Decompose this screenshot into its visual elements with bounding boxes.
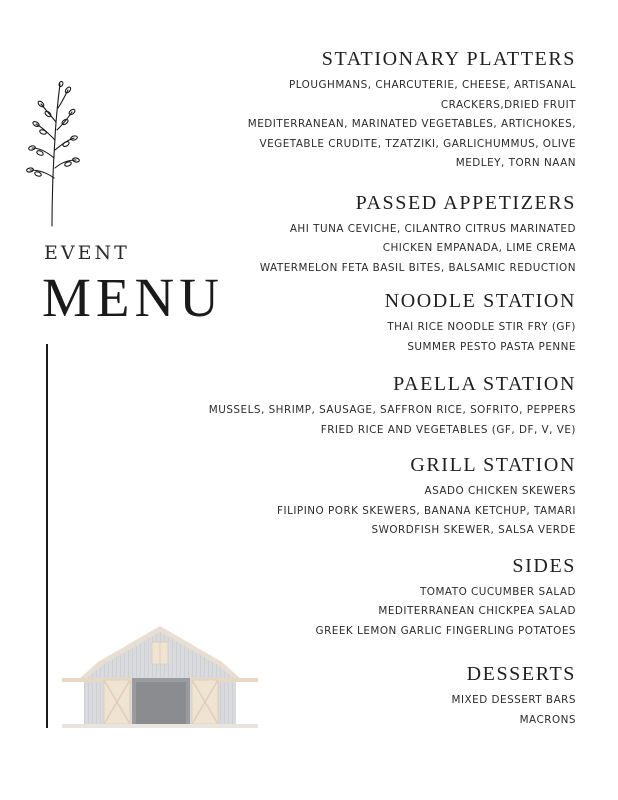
menu-item: VEGETABLE CRUDITE, TZATZIKI, GARLICHUMMUS, OLIVE xyxy=(259,137,576,150)
section-desserts xyxy=(196,661,576,730)
section-passed-appetizers xyxy=(196,190,576,279)
menu-item: MEDLEY, TORN NAAN xyxy=(455,157,576,169)
menu-item: CHICKEN EMPANADA, LIME CREMA xyxy=(382,242,576,254)
section-grill-station xyxy=(196,452,576,541)
section-noodle-station xyxy=(196,288,576,357)
section-items xyxy=(196,76,576,174)
section-stationary-platters xyxy=(196,46,576,174)
menu-item: GREEK LEMON GARLIC FINGERLING POTATOES xyxy=(315,624,576,637)
menu-item: SUMMER PESTO PASTA PENNE xyxy=(407,340,576,353)
menu-item: TOMATO CUCUMBER SALAD xyxy=(419,585,576,598)
vertical-divider xyxy=(46,344,48,728)
section-title: PAELLA STATION xyxy=(393,373,576,395)
menu-item: FILIPINO PORK SKEWERS, BANANA KETCHUP, TAMARI xyxy=(277,504,576,517)
section-items xyxy=(196,691,576,730)
section-items xyxy=(196,583,576,642)
section-title: NOODLE STATION xyxy=(384,290,576,312)
menu-item: PLOUGHMANS, CHARCUTERIE, CHEESE, ARTISANAL xyxy=(289,79,576,91)
menu-item: WATERMELON FETA BASIL BITES, BALSAMIC REDUCTION xyxy=(259,261,576,274)
menu-item: AHI TUNA CEVICHE, CILANTRO CITRUS MARINATED xyxy=(289,222,576,235)
section-title: GRILL STATION xyxy=(410,454,576,476)
menu-item: THAI RICE NOODLE STIR FRY (GF) xyxy=(387,321,576,333)
menu-item: MEDITERRANEAN CHICKPEA SALAD xyxy=(378,605,576,617)
menu-heading: MENU xyxy=(42,267,224,328)
section-paella-station xyxy=(196,371,576,440)
menu-item: SWORDFISH SKEWER, SALSA VERDE xyxy=(371,524,576,536)
section-title: STATIONARY PLATTERS xyxy=(321,48,576,70)
menu-item: FRIED RICE AND VEGETABLES (GF, DF, V, VE) xyxy=(320,423,576,436)
section-title: SIDES xyxy=(512,554,576,577)
menu-list xyxy=(196,42,576,730)
menu-item: MIXED DESSERT BARS xyxy=(451,694,576,706)
section-sides xyxy=(196,553,576,642)
event-label: EVENT xyxy=(44,242,130,264)
menu-item: ASADO CHICKEN SKEWERS xyxy=(424,485,576,497)
botanical-sprig-icon xyxy=(22,78,82,228)
section-items xyxy=(196,401,576,440)
menu-item: CRACKERS,DRIED FRUIT xyxy=(440,98,576,111)
section-title: DESSERTS xyxy=(466,663,576,685)
section-title: PASSED APPETIZERS xyxy=(355,191,576,214)
section-items xyxy=(196,220,576,279)
menu-item: MUSSELS, SHRIMP, SAUSAGE, SAFFRON RICE, SOFRITO, PEPPERS xyxy=(208,404,576,416)
section-items xyxy=(196,482,576,541)
menu-item: MACRONS xyxy=(519,713,576,726)
section-items xyxy=(196,318,576,357)
menu-item: MEDITERRANEAN, MARINATED VEGETABLES, ARTICHOKES, xyxy=(247,118,576,130)
